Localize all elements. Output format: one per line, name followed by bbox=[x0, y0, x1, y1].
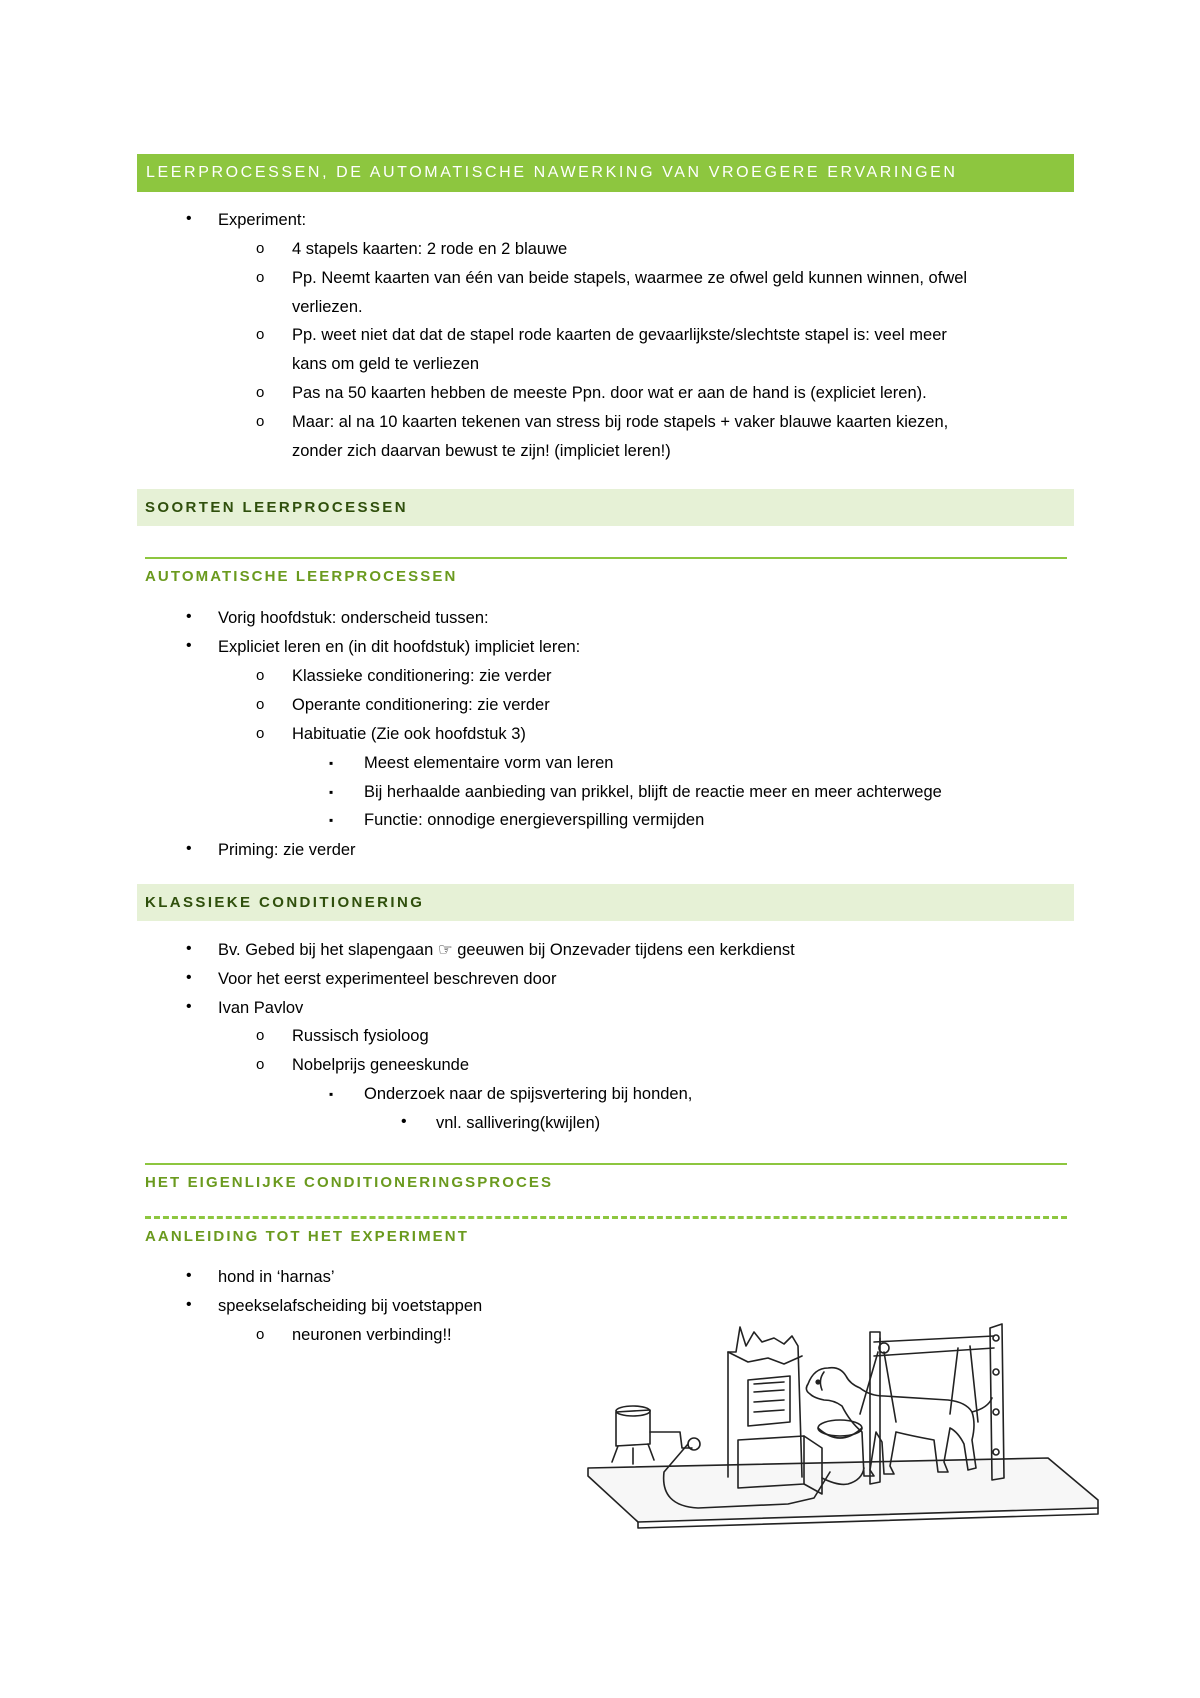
list-item: Meest elementaire vorm van leren bbox=[364, 754, 614, 772]
list-item: hond in ‘harnas’ bbox=[218, 1268, 335, 1286]
list-item-continuation: kans om geld te verliezen bbox=[292, 355, 480, 373]
list-item: vnl. sallivering(kwijlen) bbox=[436, 1114, 601, 1132]
heading-rule bbox=[145, 557, 1067, 559]
list-item: Bij herhaalde aanbieding van prikkel, blijft de reactie meer en meer achterwege bbox=[364, 783, 942, 801]
bullet-marker: • bbox=[186, 608, 192, 625]
circle-marker: o bbox=[256, 384, 265, 401]
circle-marker: o bbox=[256, 667, 265, 684]
circle-marker: o bbox=[256, 269, 265, 286]
list-item: Pp. weet niet dat dat de stapel rode kaarten de gevaarlijkste/slechtste stapel is: veel meer bbox=[292, 326, 947, 344]
bullet-marker: • bbox=[186, 840, 192, 857]
list-item: Nobelprijs geneeskunde bbox=[292, 1056, 470, 1074]
circle-marker: o bbox=[256, 326, 265, 343]
heading-rule bbox=[145, 1163, 1067, 1165]
circle-marker: o bbox=[256, 696, 265, 713]
list-item: Onderzoek naar de spijsvertering bij honden, bbox=[364, 1085, 693, 1103]
list-item: Klassieke conditionering: zie verder bbox=[292, 667, 552, 685]
bullet-marker: • bbox=[401, 1113, 407, 1130]
bullet-marker: • bbox=[186, 210, 192, 227]
circle-marker: o bbox=[256, 1027, 265, 1044]
list-item: Vorig hoofdstuk: onderscheid tussen: bbox=[218, 609, 489, 627]
square-marker: ▪ bbox=[329, 813, 334, 827]
list-item: Pas na 50 kaarten hebben de meeste Ppn. door wat er aan de hand is (expliciet leren). bbox=[292, 384, 927, 402]
section-heading-soorten: SOORTEN LEERPROCESSEN bbox=[137, 489, 1074, 526]
list-item: Maar: al na 10 kaarten tekenen van stress bij rode stapels + vaker blauwe kaarten kiezen, bbox=[292, 413, 949, 431]
list-item: Functie: onnodige energieverspilling vermijden bbox=[364, 811, 705, 829]
list-item: Pp. Neemt kaarten van één van beide stapels, waarmee ze ofwel geld kunnen winnen, ofwel bbox=[292, 269, 968, 287]
circle-marker: o bbox=[256, 1056, 265, 1073]
square-marker: ▪ bbox=[329, 1087, 334, 1101]
list-item: Russisch fysioloog bbox=[292, 1027, 429, 1045]
subheading-automatische: AUTOMATISCHE LEERPROCESSEN bbox=[145, 568, 458, 585]
circle-marker: o bbox=[256, 725, 265, 742]
circle-marker: o bbox=[256, 240, 265, 257]
heading-rule-dashed bbox=[145, 1216, 1067, 1219]
bullet-marker: • bbox=[186, 637, 192, 654]
list-item: Habituatie (Zie ook hoofdstuk 3) bbox=[292, 725, 526, 743]
section-heading-klassieke: KLASSIEKE CONDITIONERING bbox=[137, 884, 1074, 921]
subheading-aanleiding: AANLEIDING TOT HET EXPERIMENT bbox=[145, 1228, 469, 1245]
circle-marker: o bbox=[256, 1326, 265, 1343]
list-item: Ivan Pavlov bbox=[218, 999, 304, 1017]
bullet-marker: • bbox=[186, 1267, 192, 1284]
bullet-marker: • bbox=[186, 1296, 192, 1313]
subheading-conditioneringsproces: HET EIGENLIJKE CONDITIONERINGSPROCES bbox=[145, 1174, 554, 1191]
list-item: speekselafscheiding bij voetstappen bbox=[218, 1297, 483, 1315]
list-item: Operante conditionering: zie verder bbox=[292, 696, 550, 714]
square-marker: ▪ bbox=[329, 785, 334, 799]
list-item: Voor het eerst experimenteel beschreven door bbox=[218, 970, 557, 988]
list-item: Priming: zie verder bbox=[218, 841, 356, 859]
list-item: Expliciet leren en (in dit hoofdstuk) impliciet leren: bbox=[218, 638, 581, 656]
list-item-continuation: verliezen. bbox=[292, 298, 363, 316]
circle-marker: o bbox=[256, 413, 265, 430]
list-item: Experiment: bbox=[218, 211, 307, 229]
list-item: Bv. Gebed bij het slapengaan ☞ geeuwen bij Onzevader tijdens een kerkdienst bbox=[218, 941, 795, 959]
list-item: 4 stapels kaarten: 2 rode en 2 blauwe bbox=[292, 240, 568, 258]
square-marker: ▪ bbox=[329, 756, 334, 770]
bullet-marker: • bbox=[186, 998, 192, 1015]
list-item: neuronen verbinding!! bbox=[292, 1326, 452, 1344]
list-item-continuation: zonder zich daarvan bewust te zijn! (impliciet leren!) bbox=[292, 442, 671, 460]
bullet-marker: • bbox=[186, 940, 192, 957]
section-heading-leerprocessen: LEERPROCESSEN, DE AUTOMATISCHE NAWERKING VAN VROEGERE ERVARINGEN bbox=[137, 154, 1074, 192]
pavlov-dog-illustration bbox=[578, 1272, 1108, 1572]
bullet-marker: • bbox=[186, 969, 192, 986]
